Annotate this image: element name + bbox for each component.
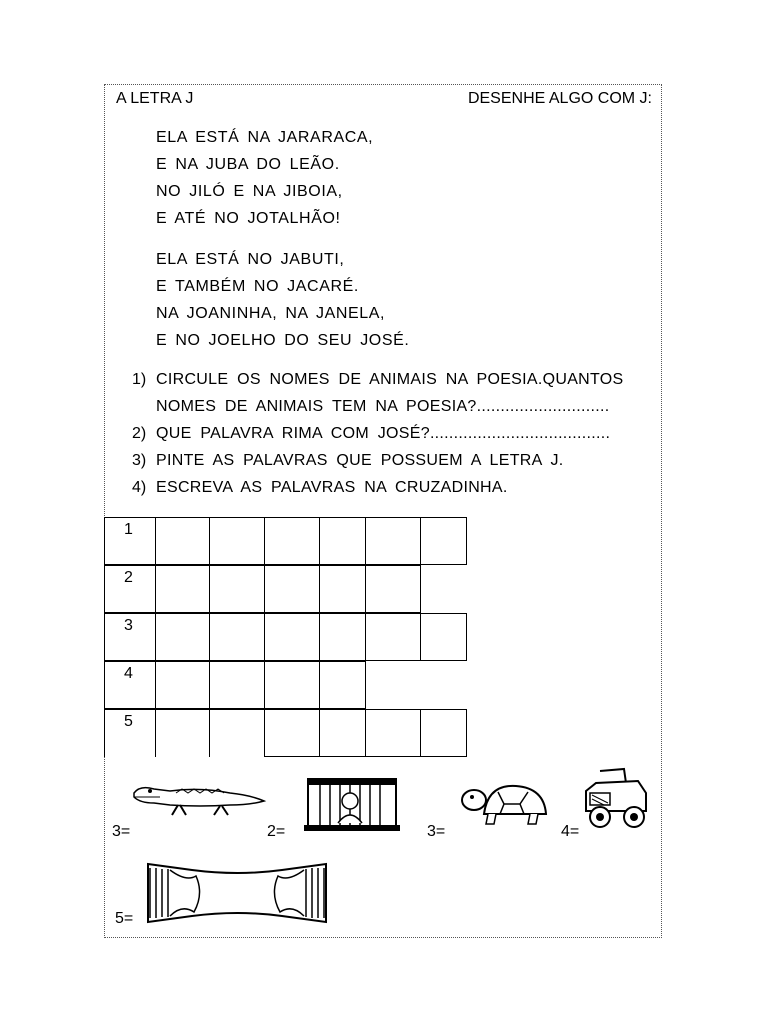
picture-label: 3= (112, 823, 131, 840)
crossword-cell[interactable] (156, 517, 210, 565)
poem-line: NA JOANINHA, NA JANELA, (156, 305, 386, 322)
crossword-row-3 (104, 613, 466, 661)
crossword-cell[interactable] (265, 661, 320, 709)
crossword-number-cell (104, 709, 156, 757)
crossword-cell[interactable] (210, 517, 265, 565)
row-number: 2 (124, 569, 133, 586)
crossword-number-cell (104, 613, 156, 661)
alligator-icon (130, 775, 270, 830)
row-number: 5 (124, 713, 133, 730)
question-number: 2) (132, 425, 147, 442)
poem-line: E NA JUBA DO LEÃO. (156, 156, 340, 173)
question-4: ESCREVA AS PALAVRAS NA CRUZADINHA. (156, 479, 508, 496)
crossword-cell[interactable] (210, 613, 265, 661)
crossword-row-1 (104, 517, 466, 565)
crossword-cell[interactable] (366, 565, 421, 613)
row-number: 4 (124, 665, 133, 682)
crossword-cell[interactable] (265, 709, 320, 757)
window-curtain-icon (134, 860, 340, 931)
crossword-cell[interactable] (265, 565, 320, 613)
crossword-cell[interactable] (156, 613, 210, 661)
picture-label: 3= (427, 823, 446, 840)
crossword-cell[interactable] (366, 709, 421, 757)
crossword-cell[interactable] (320, 565, 366, 613)
row-number: 3 (124, 617, 133, 634)
turtle-icon (458, 778, 550, 837)
crossword-cell[interactable] (265, 517, 320, 565)
poem-line: E ATÉ NO JOTALHÃO! (156, 210, 341, 227)
poem-line: NO JILÓ E NA JIBOIA, (156, 183, 343, 200)
crossword-cell[interactable] (320, 661, 366, 709)
title: A LETRA J (116, 90, 194, 107)
jeep-icon (580, 765, 652, 836)
crossword-row-4 (104, 661, 366, 709)
picture-label: 4= (561, 823, 580, 840)
question-number: 3) (132, 452, 147, 469)
crossword-cell[interactable] (366, 517, 421, 565)
question-1-line-1: CIRCULE OS NOMES DE ANIMAIS NA POESIA.QUANTOS (156, 371, 624, 388)
crossword-cell[interactable] (320, 709, 366, 757)
crossword-cell[interactable] (156, 565, 210, 613)
question-2: QUE PALAVRA RIMA COM JOSÉ?...................................... (156, 425, 611, 442)
picture-label: 5= (115, 910, 134, 927)
crossword-cell[interactable] (156, 661, 210, 709)
question-number: 1) (132, 371, 147, 388)
crossword-row-2 (104, 565, 421, 613)
crossword-cell[interactable] (210, 709, 265, 757)
crossword-row-5 (104, 709, 466, 757)
poem-line: E TAMBÉM NO JACARÉ. (156, 278, 359, 295)
crossword-cell[interactable] (366, 613, 421, 661)
picture-label: 2= (267, 823, 286, 840)
crossword-cell[interactable] (210, 565, 265, 613)
crossword-cell[interactable] (265, 613, 320, 661)
draw-prompt: DESENHE ALGO COM J: (467, 90, 652, 107)
crossword-cell[interactable] (210, 661, 265, 709)
poem-line: ELA ESTÁ NA JARARACA, (156, 129, 374, 146)
question-1-line-2: NOMES DE ANIMAIS TEM NA POESIA?............................ (156, 398, 610, 415)
crossword-number-cell (104, 661, 156, 709)
poem-line: E NO JOELHO DO SEU JOSÉ. (156, 332, 410, 349)
question-3: PINTE AS PALAVRAS QUE POSSUEM A LETRA J. (156, 452, 564, 469)
crossword-number-cell (104, 565, 156, 613)
crossword-cell[interactable] (320, 613, 366, 661)
crossword-cell[interactable] (421, 709, 467, 757)
poem-line: ELA ESTÁ NO JABUTI, (156, 251, 345, 268)
crossword-cell[interactable] (320, 517, 366, 565)
poem-stanza-2 (156, 246, 409, 354)
crossword-number-cell (104, 517, 156, 565)
cage-icon (290, 773, 410, 840)
row-number: 1 (124, 521, 133, 538)
crossword-cell[interactable] (421, 613, 467, 661)
crossword-cell[interactable] (421, 517, 467, 565)
crossword-cell[interactable] (156, 709, 210, 757)
poem-stanza-1 (156, 124, 373, 232)
question-number: 4) (132, 479, 147, 496)
